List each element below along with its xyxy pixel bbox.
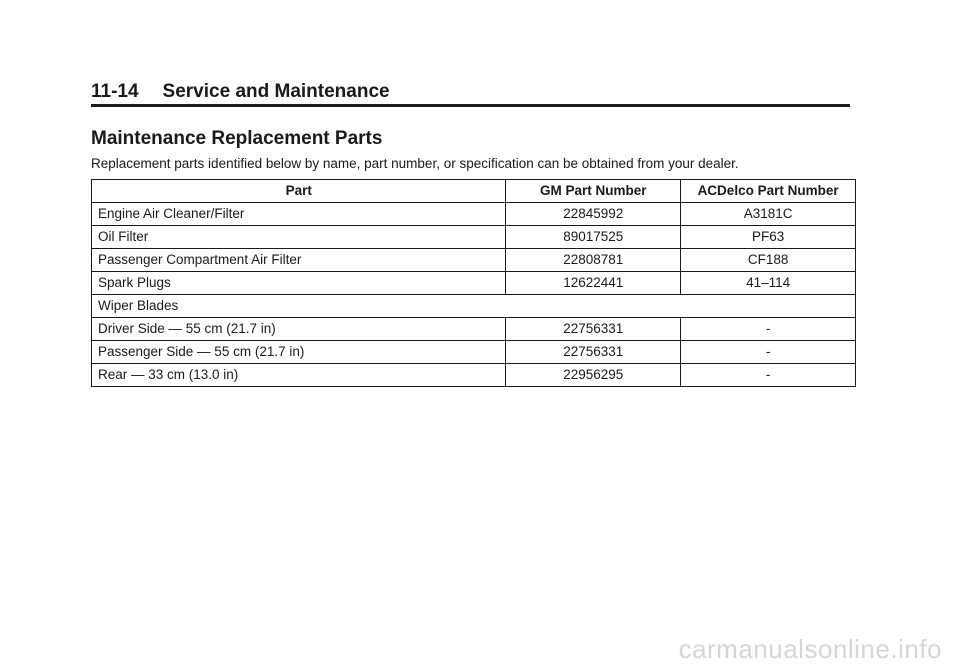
gm-part-number: 22956295: [506, 364, 681, 387]
group-label-wiper-blades: Wiper Blades: [92, 295, 856, 318]
gm-part-number: 22845992: [506, 203, 681, 226]
gm-part-number: 89017525: [506, 226, 681, 249]
acdelco-part-number: -: [681, 341, 856, 364]
part-name: Passenger Compartment Air Filter: [92, 249, 506, 272]
intro-text: Replacement parts identified below by name, part number, or specification can be obtained from your dealer.: [91, 156, 739, 171]
table-group-row: [92, 295, 856, 318]
table-row: [92, 249, 856, 272]
part-name: Oil Filter: [92, 226, 506, 249]
table-row: [92, 318, 856, 341]
acdelco-part-number: A3181C: [681, 203, 856, 226]
header-gm-part-number: GM Part Number: [506, 180, 681, 203]
acdelco-part-number: -: [681, 364, 856, 387]
part-name: Passenger Side — 55 cm (21.7 in): [92, 341, 506, 364]
header-acdelco-part-number: ACDelco Part Number: [681, 180, 856, 203]
table-row: [92, 203, 856, 226]
header-part: Part: [92, 180, 506, 203]
watermark: carmanualsonline.info: [678, 634, 942, 664]
part-name: Engine Air Cleaner/Filter: [92, 203, 506, 226]
table-row: [92, 364, 856, 387]
table-row: [92, 341, 856, 364]
parts-table: [91, 179, 856, 387]
acdelco-part-number: PF63: [681, 226, 856, 249]
gm-part-number: 22756331: [506, 318, 681, 341]
table-row: [92, 272, 856, 295]
section-name: Service and Maintenance: [162, 81, 390, 102]
acdelco-part-number: CF188: [681, 249, 856, 272]
page-number: 11-14: [91, 81, 139, 102]
page-header: [91, 82, 850, 107]
table-row: [92, 226, 856, 249]
gm-part-number: 22808781: [506, 249, 681, 272]
part-name: Spark Plugs: [92, 272, 506, 295]
acdelco-part-number: 41–114: [681, 272, 856, 295]
gm-part-number: 12622441: [506, 272, 681, 295]
part-name: Driver Side — 55 cm (21.7 in): [92, 318, 506, 341]
part-name: Rear — 33 cm (13.0 in): [92, 364, 506, 387]
table-header-row: [92, 180, 856, 203]
section-title: Maintenance Replacement Parts: [91, 128, 383, 149]
gm-part-number: 22756331: [506, 341, 681, 364]
acdelco-part-number: -: [681, 318, 856, 341]
